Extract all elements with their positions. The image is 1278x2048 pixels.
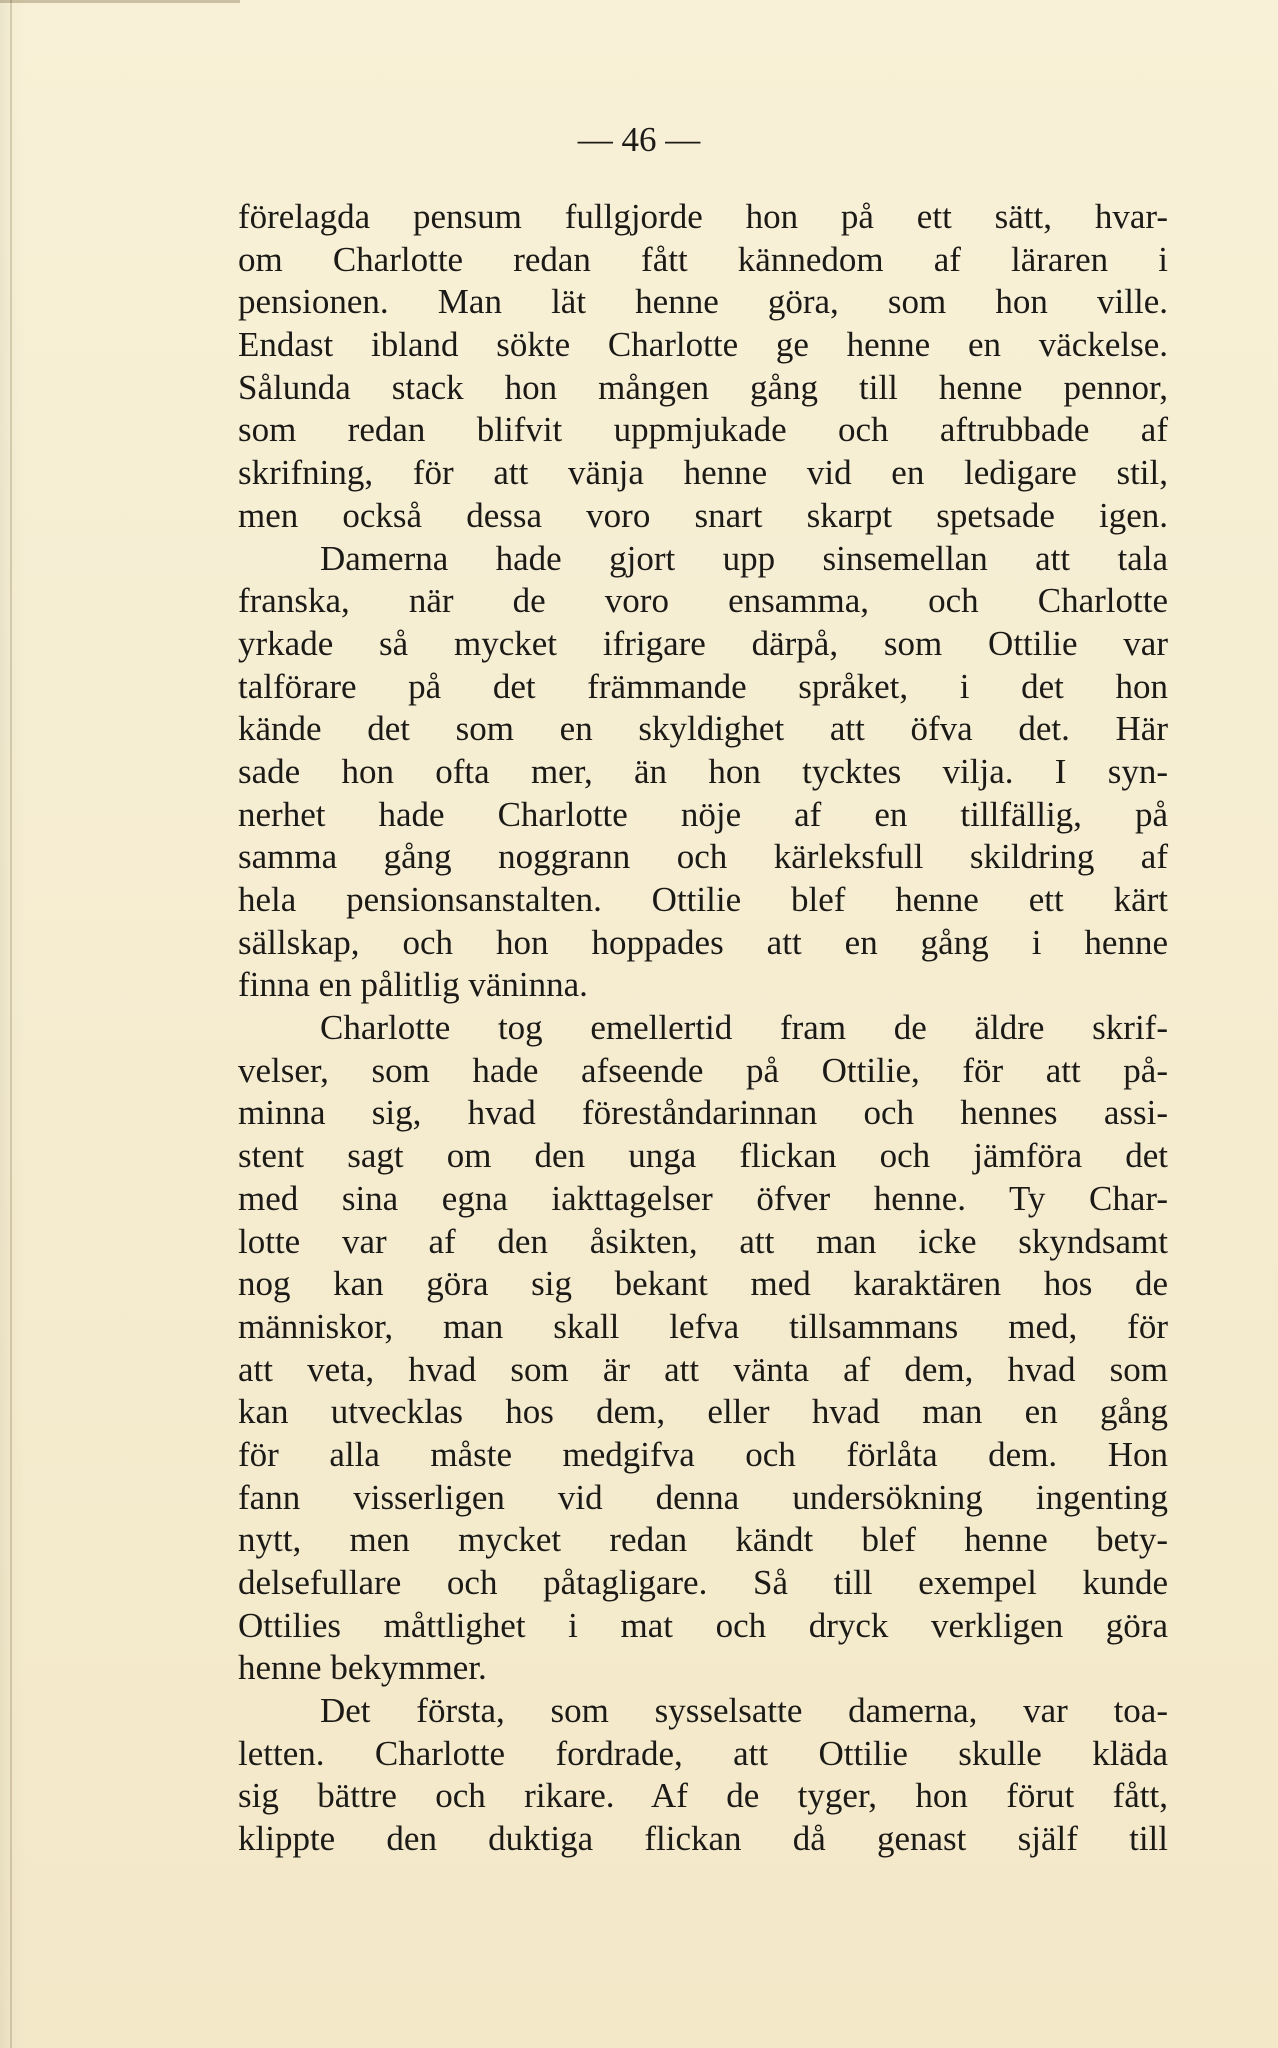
text-line: förelagda pensum fullgjorde hon på ett sätt, hvar- — [238, 197, 1168, 236]
text-line: Sålunda stack hon mången gång till henne pennor, — [238, 367, 1168, 407]
page-number: — 46 — — [577, 120, 701, 159]
text-line: nerhet hade Charlotte nöje af en tillfällig, på — [238, 794, 1168, 834]
text-line: sig bättre och rikare. Af de tyger, hon förut fått, — [238, 1776, 1168, 1816]
text-line: kände det som en skyldighet att öfva det. Här — [238, 709, 1168, 749]
page-edge-line — [10, 0, 12, 2048]
text-line: hela pensionsanstalten. Ottilie blef henne ett kärt — [238, 880, 1168, 919]
text-line: med sina egna iakttagelser öfver henne. Ty Char- — [238, 1178, 1168, 1218]
text-line: finna en pålitlig väninna. — [238, 965, 588, 1005]
text-line: nytt, men mycket redan kändt blef henne bety- — [238, 1520, 1168, 1560]
text-line: men också dessa voro snart skarpt spetsade igen. — [238, 495, 1168, 535]
text-line: sade hon ofta mer, än hon tycktes vilja. I syn- — [238, 751, 1168, 791]
text-line: velser, som hade afseende på Ottilie, för att på- — [238, 1050, 1168, 1090]
text-line: Endast ibland sökte Charlotte ge henne en väckelse. — [238, 325, 1168, 365]
text-line: delsefullare och påtagligare. Så till exempel kunde — [238, 1563, 1168, 1602]
text-line: kan utvecklas hos dem, eller hvad man en gång — [238, 1392, 1168, 1432]
text-line: minna sig, hvad föreståndarinnan och hennes assi- — [238, 1093, 1168, 1133]
text-line: talförare på det främmande språket, i det hon — [238, 666, 1168, 706]
text-line: klippte den duktiga flickan då genast själf till — [238, 1819, 1168, 1859]
text-line: lotte var af den åsikten, att man icke skyndsamt — [238, 1221, 1168, 1261]
text-line: att veta, hvad som är att vänta af dem, hvad som — [238, 1349, 1168, 1389]
text-line: Ottilies måttlighet i mat och dryck verkligen göra — [238, 1605, 1168, 1645]
text-line: Damerna hade gjort upp sinsemellan att tala — [320, 538, 1168, 578]
text-line: henne bekymmer. — [238, 1648, 487, 1688]
text-line: för alla måste medgifva och förlåta dem. Hon — [238, 1434, 1168, 1474]
text-line: som redan blifvit uppmjukade och aftrubbade af — [238, 410, 1168, 450]
text-line: människor, man skall lefva tillsammans med, för — [238, 1306, 1168, 1346]
text-line: om Charlotte redan fått kännedom af läraren i — [238, 239, 1168, 279]
text-line: franska, när de voro ensamma, och Charlotte — [238, 581, 1168, 621]
page-top-edge — [0, 0, 240, 3]
text-line: pensionen. Man lät henne göra, som hon ville. — [238, 282, 1168, 322]
body-text — [238, 196, 1168, 1861]
text-line: stent sagt om den unga flickan och jämföra det — [238, 1136, 1168, 1176]
text-line: skrifning, för att vänja henne vid en ledigare stil, — [238, 453, 1168, 493]
text-line: letten. Charlotte fordrade, att Ottilie skulle kläda — [238, 1733, 1168, 1773]
text-line: Charlotte tog emellertid fram de äldre skrif- — [320, 1008, 1168, 1048]
text-line: Det första, som sysselsatte damerna, var toa- — [320, 1691, 1168, 1731]
text-line: samma gång noggrann och kärleksfull skildring af — [238, 837, 1168, 877]
text-line: yrkade så mycket ifrigare därpå, som Ottilie var — [238, 623, 1168, 663]
text-line: sällskap, och hon hoppades att en gång i henne — [238, 922, 1168, 962]
text-line: nog kan göra sig bekant med karaktären hos de — [238, 1264, 1168, 1304]
text-line: fann visserligen vid denna undersökning ingenting — [238, 1477, 1168, 1517]
